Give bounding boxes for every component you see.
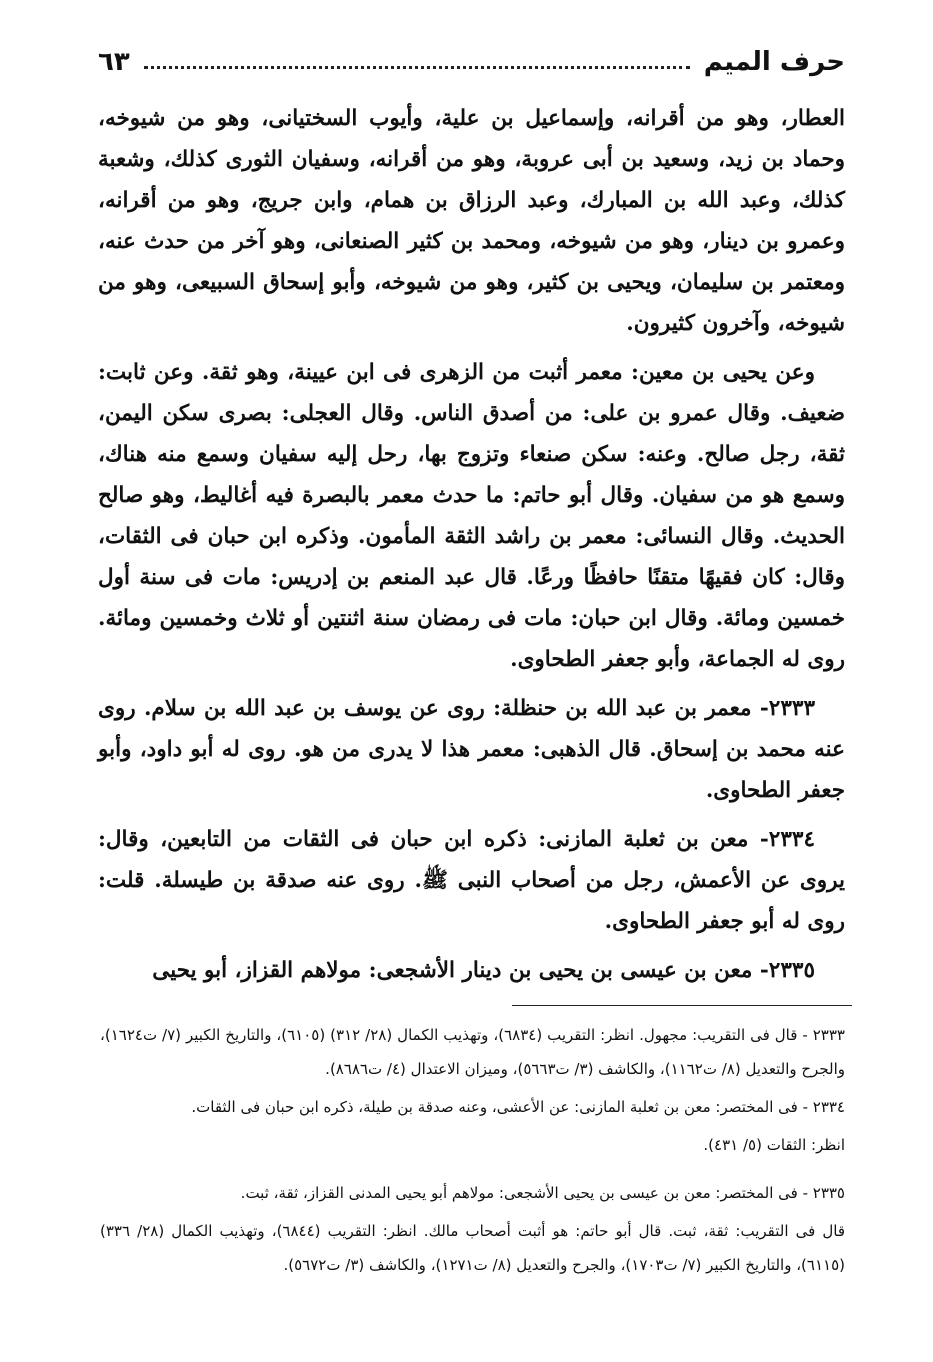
footnote-separator <box>512 1005 852 1006</box>
entry-text: معن بن ثعلبة المازنى: ذكره ابن حبان فى الثقات من التابعين، وقال: يروى عن الأعمش، رجل من أصحاب النبى ﷺ. روى عنه صدقة بن طيسلة. قلت: روى له أبو جعفر الطحاوى. <box>98 827 845 934</box>
footnote-2335-cont: قال فى التقريب: ثقة، ثبت. قال أبو حاتم: هو أثبت أصحاب مالك. انظر: التقريب (٦٨٤٤)، وتهذيب الكمال (٢٨/ ٣٣٦) (٦١١٥)، والتاريخ الكبير (٧/ ت١٧٠٣)، والجرح والتعديل (٨/ ت١٢٧١)، والكاشف (٣/ ت٥٦٧٢). <box>100 1222 845 1274</box>
entry-number: ٢٣٣٤- <box>759 827 815 852</box>
entry-number: ٢٣٣٣- <box>759 696 815 721</box>
entry-text: معمر بن عبد الله بن حنظلة: روى عن يوسف بن عبد الله بن سلام. روى عنه محمد بن إسحاق. قال الذهبى: معمر هذا لا يدرى من هو. روى له أبو داود، وأبو جعفر الطحاوى. <box>98 696 845 803</box>
main-text <box>98 98 845 999</box>
entry-2334 <box>98 819 845 942</box>
chapter-title: حرف الميم <box>703 47 845 77</box>
entry-text: معن بن عيسى بن يحيى بن دينار الأشجعى: مولاهم القزاز، أبو يحيى <box>152 958 760 983</box>
entry-number: ٢٣٣٥- <box>759 958 815 983</box>
footnote-2333: ٢٣٣٣ - قال فى التقريب: مجهول. انظر: التقريب (٦٨٣٤)، وتهذيب الكمال (٢٨/ ٣١٢) (٦١٠٥)، والتاريخ الكبير (٧/ ت١٦٢٤)، والجرح والتعديل (٨/ ت١١٦٢)، والكاشف (٣/ ت٥٦٦٣)، وميزان الاعتدال (٤/ ت٨٦٨٦). <box>100 1026 845 1078</box>
footnotes <box>100 1018 845 1286</box>
footnote-2334-ref: انظر: الثقات (٥/ ٤٣١). <box>703 1136 845 1154</box>
footnote-2335: ٢٣٣٥ - فى المختصر: معن بن عيسى بن يحيى الأشجعى: مولاهم أبو يحيى المدنى القزاز، ثقة، ثبت. <box>240 1184 845 1202</box>
entry-2333 <box>98 688 845 811</box>
paragraph-assessments: وعن يحيى بن معين: معمر أثبت من الزهرى فى ابن عيينة، وهو ثقة. وعن ثابت: ضعيف. وقال عمرو بن على: من أصدق الناس. وقال العجلى: بصرى سكن اليمن، ثقة، رجل صالح. وعنه: سكن صنعاء وتزوج بها، رحل إليه سفيان وسمع منه هناك، وسمع هو من سفيان. وقال أبو حاتم: ما حدث معمر بالبصرة فيه أغاليط، وهو صالح الحديث. وقال النسائى: معمر بن راشد الثقة المأمون. وذكره ابن حبان فى الثقات، وقال: كان فقيهًا متقنًا حافظًا ورعًا. قال عبد المنعم بن إدريس: مات فى سنة أول خمسين ومائة. وقال ابن حبان: مات فى رمضان سنة اثنتين أو ثلاث وخمسين ومائة. روى له الجماعة، وأبو جعفر الطحاوى. <box>98 360 845 672</box>
leader-dots <box>144 66 690 69</box>
entry-2335 <box>98 950 845 991</box>
page-number: ٦٣ <box>98 47 130 77</box>
footnote-2334: ٢٣٣٤ - فى المختصر: معن بن ثعلبة المازنى: عن الأعشى، وعنه صدقة بن طيلة، ذكره ابن حبان فى الثقات. <box>191 1098 845 1116</box>
paragraph-narrators: العطار، وهو من أقرانه، وإسماعيل بن علية، وأيوب السختيانى، وهو من شيوخه، وحماد بن زيد، وسعيد بن أبى عروبة، وهو من أقرانه، وسفيان الثورى كذلك، وشعبة كذلك، وعبد الله بن المبارك، وعبد الرزاق بن همام، وابن جريج، وهو من أقرانه، وعمرو بن دينار، وهو من شيوخه، ومحمد بن كثير الصنعانى، وهو آخر من حدث عنه، ومعتمر بن سليمان، ويحيى بن كثير، وهو من شيوخه، وأبو إسحاق السبيعى، وهو من شيوخه، وآخرون كثيرون. <box>98 106 845 336</box>
running-header <box>98 40 845 84</box>
